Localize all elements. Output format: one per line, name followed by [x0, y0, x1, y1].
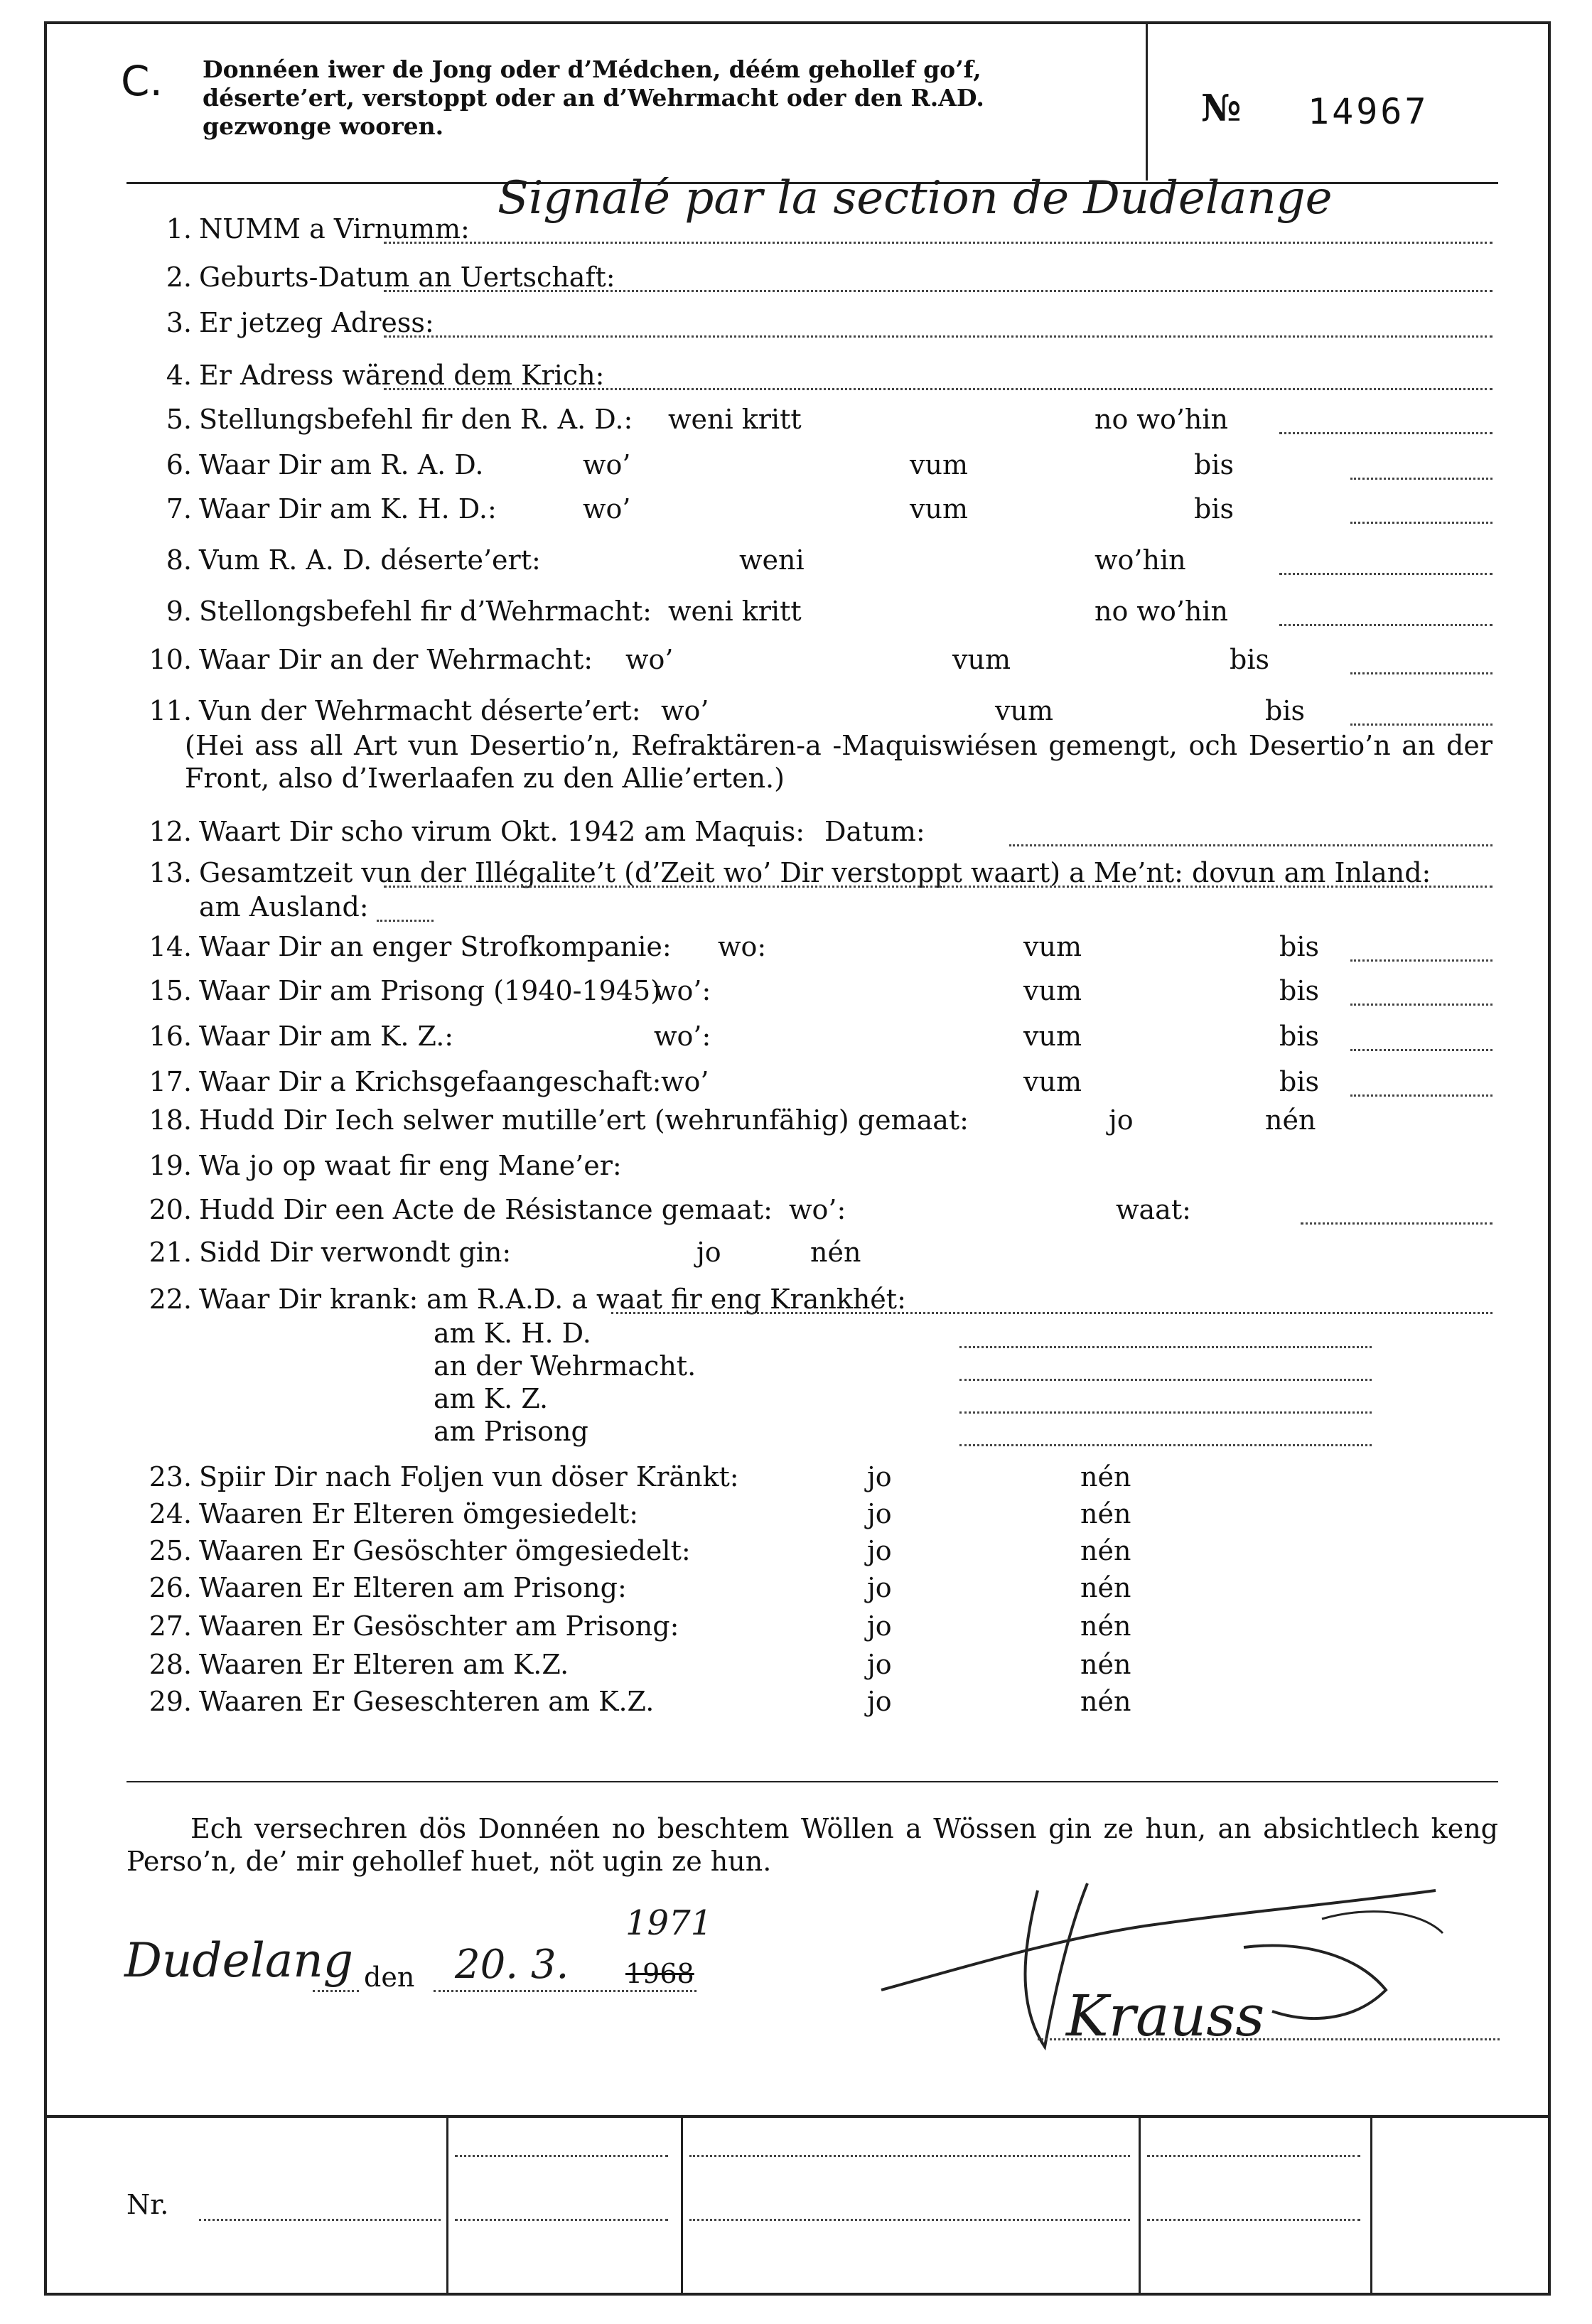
section-letter: C.	[121, 57, 163, 105]
handwritten-place: Dudelang	[124, 1933, 353, 1988]
fill-line	[384, 886, 1492, 888]
fill-line	[384, 388, 1492, 390]
row-label: Waaren Er Gesöschter am Prisong:	[199, 1610, 679, 1642]
row-label: NUMM a Virnumm:	[199, 213, 470, 244]
row-sublabel: bis	[1279, 975, 1319, 1006]
row-label: Waaren Er Elteren ömgesiedelt:	[199, 1498, 639, 1529]
date-dots	[434, 1990, 696, 1992]
fill-line	[959, 1444, 1372, 1446]
fill-line	[1350, 478, 1492, 480]
row-sub-item: an der Wehrmacht.	[434, 1350, 696, 1382]
footer-dots	[1147, 2219, 1360, 2221]
row-label: Stellongsbefehl fir d’Wehrmacht:	[199, 596, 652, 627]
row-sublabel: wo’:	[789, 1194, 846, 1225]
fill-line	[1301, 1222, 1492, 1225]
fill-line	[384, 290, 1492, 292]
row-sublabel: bis	[1279, 1021, 1319, 1052]
fill-line	[1350, 723, 1492, 726]
row-sublabel: wo’hin	[1094, 544, 1186, 576]
row-sublabel: vum	[995, 695, 1053, 726]
row-label: Waar Dir a Krichsgefaangeschaft:	[199, 1066, 662, 1097]
row-note: (Hei ass all Art vun Desertio’n, Refraktären-a -Maquiswiésen gemengt, och Desertio’n an der Front, also d’Iwerlaafen zu den Allie’erten.)	[185, 730, 1492, 794]
row-sublabel: wo’	[661, 1066, 709, 1097]
fill-line	[1350, 522, 1492, 524]
row-sublabel: bis	[1194, 449, 1234, 480]
row-label: Wa jo op waat fir eng Mane’er:	[199, 1150, 622, 1181]
row-number: 5.	[166, 404, 192, 435]
row-sublabel: wo’	[583, 449, 631, 480]
row-sublabel: wo:	[718, 931, 767, 962]
row-sublabel: bis	[1265, 695, 1305, 726]
row-sublabel: jo	[867, 1686, 892, 1717]
row-sublabel: wo’:	[654, 975, 711, 1006]
nr-label: Nr.	[127, 2189, 169, 2220]
row-sublabel: waat:	[1116, 1194, 1191, 1225]
row-number: 19.	[149, 1150, 192, 1181]
row-number: 28.	[149, 1649, 192, 1680]
row-sublabel: vum	[910, 449, 968, 480]
row-sub-item: am K. Z.	[434, 1383, 549, 1414]
row-number: 3.	[166, 307, 192, 338]
fill-line	[1350, 1004, 1492, 1006]
row-sub-item: am Prisong	[434, 1416, 588, 1447]
row-number: 15.	[149, 975, 192, 1006]
row-label: Waar Dir an der Wehrmacht:	[199, 644, 593, 675]
row-number: 2.	[166, 262, 192, 293]
row-number: 18.	[149, 1104, 192, 1136]
row-sublabel: wo’	[625, 644, 674, 675]
nr-dots	[199, 2219, 441, 2221]
fill-line	[959, 1411, 1372, 1414]
row-sublabel: no wo’hin	[1094, 404, 1229, 435]
fill-line	[1350, 1094, 1492, 1097]
row-sublabel: nén	[1080, 1461, 1131, 1492]
row-label: Geburts-Datum an Uertschaft:	[199, 262, 615, 293]
fill-line	[1350, 1049, 1492, 1051]
row-number: 1.	[166, 213, 192, 244]
row-sublabel: weni kritt	[668, 404, 802, 435]
row-label: Waaren Er Geseschteren am K.Z.	[199, 1686, 655, 1717]
header-divider	[1146, 24, 1148, 181]
row-sublabel: nén	[1080, 1572, 1131, 1603]
row-sublabel: weni kritt	[668, 596, 802, 627]
row-sublabel: jo	[867, 1610, 892, 1642]
footer-col-3	[1139, 2116, 1141, 2293]
row-sublabel: weni	[739, 544, 805, 576]
fill-line	[1009, 844, 1492, 846]
row-label: Waar Dir an enger Strofkompanie:	[199, 931, 672, 962]
row-number: 13.	[149, 857, 192, 888]
row-label: Waar Dir krank:	[199, 1284, 419, 1315]
row-number: 17.	[149, 1066, 192, 1097]
row-sublabel: nén	[1080, 1649, 1131, 1680]
row-label: Er Adress wärend dem Krich:	[199, 360, 605, 391]
number-label: №	[1201, 87, 1242, 130]
row-label: Waar Dir am R. A. D.	[199, 449, 484, 480]
footer-col-2	[681, 2116, 683, 2293]
footer-dots	[1147, 2155, 1360, 2157]
row-sublabel: vum	[1023, 931, 1082, 962]
row-sublabel: jo	[867, 1498, 892, 1529]
form-number: 14967	[1308, 91, 1429, 132]
row-sublabel: Datum:	[824, 816, 925, 847]
row-number: 21.	[149, 1237, 192, 1268]
handwritten-date: 20. 3.	[455, 1942, 569, 1988]
row-label: Waaren Er Gesöschter ömgesiedelt:	[199, 1535, 691, 1566]
row-sublabel: nén	[1080, 1610, 1131, 1642]
row-label: Vum R. A. D. déserte’ert:	[199, 544, 541, 576]
fill-line	[384, 242, 1492, 244]
row-label: Waaren Er Elteren am K.Z.	[199, 1649, 569, 1680]
row-number: 23.	[149, 1461, 192, 1492]
row-number: 24.	[149, 1498, 192, 1529]
row-number: 14.	[149, 931, 192, 962]
fill-line	[377, 920, 434, 922]
footer-dots	[689, 2219, 1130, 2221]
row-sublabel: vum	[1023, 975, 1082, 1006]
row-label: Waaren Er Elteren am Prisong:	[199, 1572, 627, 1603]
row-sublabel: bis	[1279, 931, 1319, 962]
row-label: Waar Dir am K. H. D.:	[199, 493, 497, 524]
row-label: Gesamtzeit vun der Illégalite’t (d’Zeit wo’ Dir verstoppt waart) a Me’nt: dovun am Inland:	[199, 857, 1431, 888]
footer-dots	[689, 2155, 1130, 2157]
fill-line	[1350, 672, 1492, 674]
row-sublabel: wo’	[661, 695, 709, 726]
form-title: Donnéen iwer de Jong oder d’Médchen, déém gehollef go’f, déserte’ert, verstoppt oder an d’Wehrmacht oder den R.AD. gezwonge wooren.	[203, 55, 984, 140]
row-sublabel: nén	[1080, 1498, 1131, 1529]
row-sublabel: jo	[867, 1649, 892, 1680]
row-number: 20.	[149, 1194, 192, 1225]
fill-line	[384, 335, 1492, 338]
row-number: 27.	[149, 1610, 192, 1642]
row-sublabel: nén	[810, 1237, 861, 1268]
row-label: Waar Dir am Prisong (1940-1945)	[199, 975, 661, 1006]
row-sublabel: jo	[867, 1461, 892, 1492]
row-extra: am Ausland:	[199, 891, 369, 922]
row-label: Er jetzeg Adress:	[199, 307, 434, 338]
footer-col-4	[1370, 2116, 1372, 2293]
footer-dots	[455, 2155, 668, 2157]
row-label: Hudd Dir een Acte de Résistance gemaat:	[199, 1194, 773, 1225]
row-sublabel: vum	[952, 644, 1011, 675]
row-number: 6.	[166, 449, 192, 480]
row-sublabel: vum	[910, 493, 968, 524]
footer-col-1	[446, 2116, 448, 2293]
row-sublabel: nén	[1265, 1104, 1316, 1136]
row-sublabel: no wo’hin	[1094, 596, 1229, 627]
row-number: 22.	[149, 1284, 192, 1315]
row-label: Waar Dir am K. Z.:	[199, 1021, 454, 1052]
place-dots	[313, 1990, 359, 1992]
row-sublabel: wo’:	[654, 1021, 711, 1052]
row-number: 9.	[166, 596, 192, 627]
row-label: Hudd Dir Iech selwer mutille’ert (wehrunfähig) gemaat:	[199, 1104, 969, 1136]
fill-line	[959, 1346, 1372, 1348]
fill-line	[611, 1312, 1492, 1314]
row-sub-item: am K. H. D.	[434, 1318, 591, 1349]
row-number: 26.	[149, 1572, 192, 1603]
row-sublabel: jo	[696, 1237, 721, 1268]
row-number: 8.	[166, 544, 192, 576]
row-number: 29.	[149, 1686, 192, 1717]
den-label: den	[364, 1962, 415, 1993]
row-label: Spiir Dir nach Foljen vun döser Kränkt:	[199, 1461, 739, 1492]
row-number: 16.	[149, 1021, 192, 1052]
row-sublabel: vum	[1023, 1021, 1082, 1052]
row-number: 4.	[166, 360, 192, 391]
row-number: 12.	[149, 816, 192, 847]
row-sublabel: jo	[867, 1535, 892, 1566]
row-sublabel: am R.A.D. a waat fir eng Krankhét:	[426, 1284, 906, 1315]
fill-line	[1279, 573, 1492, 575]
row-label: Vun der Wehrmacht déserte’ert:	[199, 695, 641, 726]
footer-rule	[47, 2115, 1548, 2118]
row-label: Sidd Dir verwondt gin:	[199, 1237, 512, 1268]
printed-year-struck: 1968	[625, 1958, 694, 1989]
row-number: 25.	[149, 1535, 192, 1566]
row-sublabel: bis	[1279, 1066, 1319, 1097]
row-number: 11.	[149, 695, 192, 726]
fill-line	[1350, 959, 1492, 962]
row-label: Waart Dir scho virum Okt. 1942 am Maquis:	[199, 816, 805, 847]
declaration-text: Ech versechren dös Donnéen no beschtem Wöllen a Wössen gin ze hun, an absichtlech keng Perso’n, de’ mir gehollef huet, nöt ugin ze hun.	[127, 1813, 1498, 1877]
fill-line	[1279, 432, 1492, 434]
declaration-rule	[127, 1781, 1498, 1782]
signature-dots	[1038, 2038, 1500, 2040]
row-sublabel: jo	[1109, 1104, 1134, 1136]
row-sublabel: wo’	[583, 493, 631, 524]
handwritten-year: 1971	[625, 1903, 713, 1943]
fill-line	[959, 1379, 1372, 1381]
row-sublabel: bis	[1194, 493, 1234, 524]
handwritten-signature: Krauss	[1066, 1983, 1265, 2049]
row-sublabel: nén	[1080, 1535, 1131, 1566]
row-number: 10.	[149, 644, 192, 675]
row-sublabel: bis	[1230, 644, 1269, 675]
handwritten-entry: Signalé par la section de Dudelange	[498, 172, 1333, 225]
row-sublabel: nén	[1080, 1686, 1131, 1717]
row-sublabel: jo	[867, 1572, 892, 1603]
fill-line	[1279, 624, 1492, 626]
row-label: Stellungsbefehl fir den R. A. D.:	[199, 404, 633, 435]
row-sublabel: vum	[1023, 1066, 1082, 1097]
row-number: 7.	[166, 493, 192, 524]
signature-scribble	[874, 1862, 1485, 2075]
footer-dots	[455, 2219, 668, 2221]
